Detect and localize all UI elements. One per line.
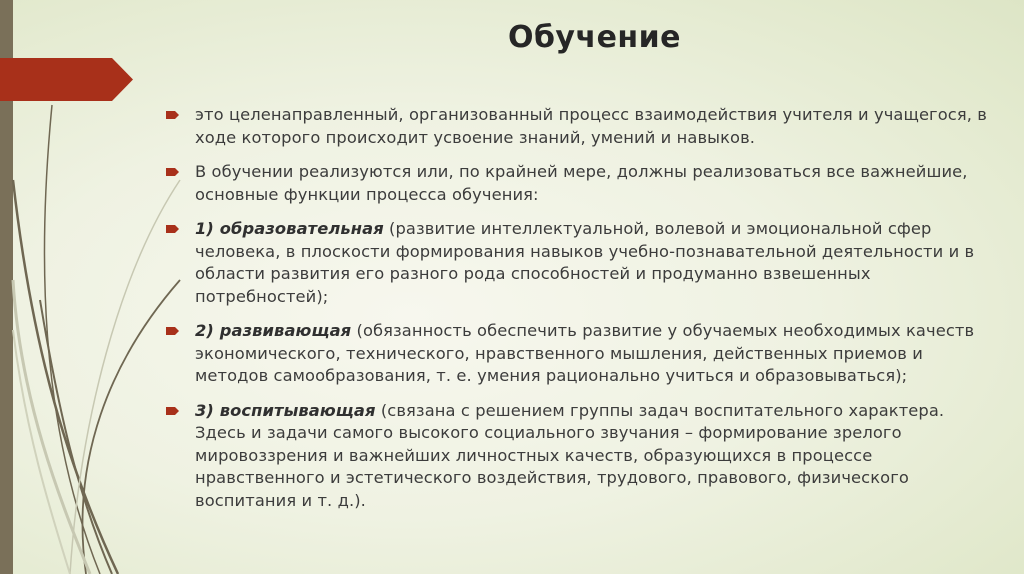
bullet-term: 3) воспитывающая (195, 400, 376, 420)
bullet-arrow-icon (166, 407, 179, 415)
bullet-definition (163, 104, 993, 149)
slide-title: Обучение (507, 20, 682, 55)
bullet-text: (развитие интеллектуальной, волевой и эмоциональной сфер человека, в плоскости формирования навыков учебно-познавательной деятельности и в области развития его разного рода способностей и продуманно взвешенных потребностей); (195, 219, 975, 306)
bullet-functions-intro (163, 161, 993, 206)
bullet-function-educational (163, 218, 993, 308)
bullet-term: 1) образовательная (195, 219, 384, 238)
bullet-text: В обучении реализуются или, по крайней мере, должны реализоваться все важнейшие, основные функции процесса обучения: (195, 162, 968, 204)
bullet-text: (связана с решением группы задач воспитательного характера. Здесь и задачи самого высокого социального звучания – формирование зрелого мировоззрения и важнейших личностных качеств, образующихся в процессе нравственного и эстетического воздействия, трудового, правового, физического воспитания и т. д.). (195, 400, 945, 510)
bullet-function-upbringing (163, 400, 993, 513)
bullet-arrow-icon (166, 111, 179, 119)
bullet-list (163, 104, 993, 524)
bullet-arrow-icon (166, 168, 179, 176)
bullet-text: это целенаправленный, организованный процесс взаимодействия учителя и учащегося, в ходе которого происходит усвоение знаний, умений и навыков. (195, 105, 987, 147)
bullet-term: 2) развивающая (195, 321, 352, 340)
bullet-arrow-icon (166, 225, 179, 233)
bullet-text: (обязанность обеспечить развитие у обучаемых необходимых качеств экономического, технического, нравственного мышления, действенных приемов и методов самообразования, т. е. умения рационально учиться и образовываться); (195, 321, 975, 385)
bullet-arrow-icon (166, 327, 179, 335)
bullet-function-developing (163, 320, 993, 388)
title-arrow-banner (0, 58, 133, 101)
